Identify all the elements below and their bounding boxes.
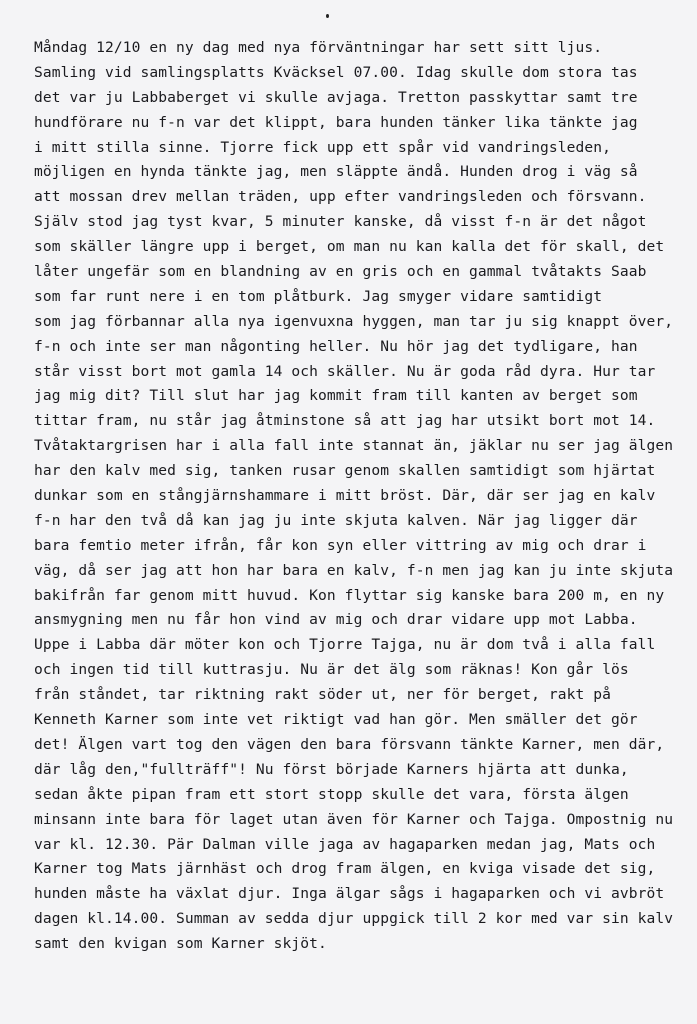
text-line: minsann inte bara för laget utan även för Karner och Tajga. Ompostnig nu (34, 810, 674, 828)
text-line: i mitt stilla sinne. Tjorre fick upp ett spår vid vandringsleden, (34, 138, 611, 156)
text-line: f-n har den två då kan jag ju inte skjuta kalven. När jag ligger där (34, 511, 638, 529)
text-line: det! Älgen vart tog den vägen den bara försvann tänkte Karner, men där, (34, 735, 665, 753)
text-line: samt den kvigan som Karner skjöt. (34, 935, 327, 953)
text-line: hunden måste ha växlat djur. Inga älgar sågs i hagaparken och vi avbröt (34, 885, 665, 903)
text-line: bakifrån far genom mitt huvud. Kon flyttar sig kanske bara 200 m, en ny (34, 586, 665, 604)
text-line: dunkar som en stångjärnshammare i mitt bröst. Där, där ser jag en kalv (34, 487, 656, 505)
text-line: bara femtio meter ifrån, får kon syn eller vittring av mig och drar i (34, 536, 647, 554)
text-line: Tvåtaktargrisen har i alla fall inte stannat än, jäklar nu ser jag älgen (34, 437, 674, 455)
text-line: var kl. 12.30. Pär Dalman ville jaga av hagaparken medan jag, Mats och (34, 835, 656, 853)
text-line: sedan åkte pipan fram ett stort stopp skulle det vara, första älgen (34, 785, 629, 803)
text-line: tittar fram, nu står jag åtminstone så att jag har utsikt bort mot 14. (34, 412, 656, 430)
text-line: Uppe i Labba där möter kon och Tjorre Tajga, nu är dom två i alla fall (34, 636, 656, 654)
text-line: Samling vid samlingsplatts Kväcksel 07.00. Idag skulle dom stora tas (34, 63, 638, 81)
text-line: det var ju Labbaberget vi skulle avjaga. Tretton passkyttar samt tre (34, 88, 638, 106)
text-line: har den kalv med sig, tanken rusar genom skallen samtidigt som hjärtat (34, 462, 656, 480)
text-line: där låg den,"fullträff"! Nu först började Karners hjärta att dunka, (34, 760, 629, 778)
text-line: Kenneth Karner som inte vet riktigt vad han gör. Men smäller det gör (34, 711, 638, 729)
text-line: från ståndet, tar riktning rakt söder ut, ner för berget, rakt på (34, 686, 611, 704)
text-line: jag mig dit? Till slut har jag kommit fram till kanten av berget som (34, 387, 638, 405)
text-line: som skäller längre upp i berget, om man nu kan kalla det för skall, det (34, 238, 665, 256)
ink-speck (326, 14, 329, 18)
text-line: Själv stod jag tyst kvar, 5 minuter kanske, då visst f-n är det något (34, 213, 647, 231)
text-line: hundförare nu f-n var det klippt, bara hunden tänker lika tänkte jag (34, 113, 638, 131)
text-line: ansmygning men nu får hon vind av mig och drar vidare upp mot Labba. (34, 611, 638, 629)
text-line: och ingen tid till kuttrasju. Nu är det älg som räknas! Kon går lös (34, 661, 629, 679)
document-body (34, 36, 694, 957)
text-line: Måndag 12/10 en ny dag med nya förväntningar har sett sitt ljus. (34, 39, 603, 56)
text-line: möjligen en hynda tänkte jag, men släppte ändå. Hunden drog i väg så (34, 163, 638, 181)
text-line: låter ungefär som en blandning av en gris och en gammal tvåtakts Saab (34, 263, 647, 281)
text-line: som jag förbannar alla nya igenvuxna hyggen, man tar ju sig knappt över, (34, 312, 674, 330)
text-line: att mossan drev mellan träden, upp efter vandringsleden och försvann. (34, 188, 647, 206)
text-line: f-n och inte ser man någonting heller. Nu hör jag det tydligare, han (34, 337, 638, 355)
text-line: som far runt nere i en tom plåtburk. Jag smyger vidare samtidigt (34, 287, 603, 305)
text-line: står visst bort mot gamla 14 och skäller. Nu är goda råd dyra. Hur tar (34, 362, 656, 380)
text-line: dagen kl.14.00. Summan av sedda djur uppgick till 2 kor med var sin kalv (34, 910, 674, 928)
text-line: Karner tog Mats järnhäst och drog fram älgen, en kviga visade det sig, (34, 860, 656, 878)
text-line: väg, då ser jag att hon har bara en kalv, f-n men jag kan ju inte skjuta (34, 561, 674, 579)
